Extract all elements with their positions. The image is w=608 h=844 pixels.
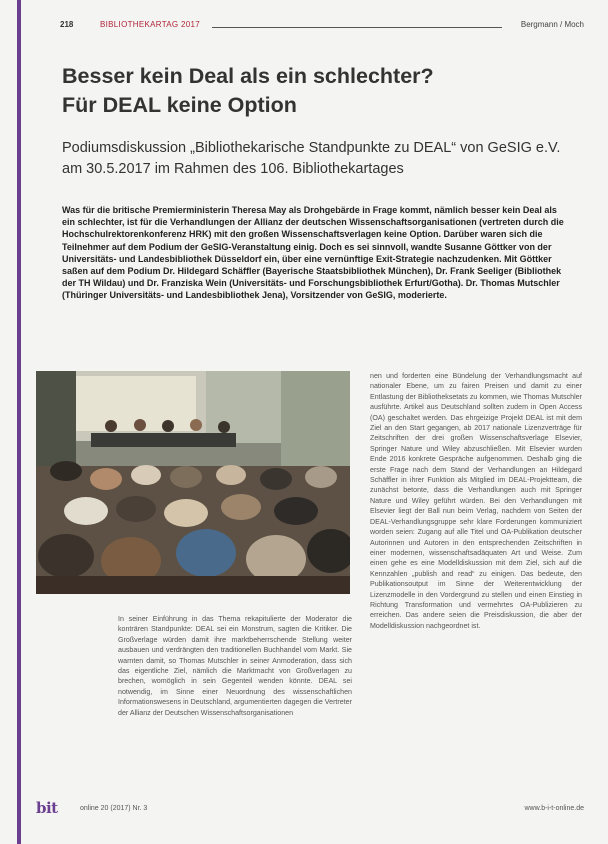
lead-paragraph: Was für die britische Premierministerin Theresa May als Drohgebärde in Frage kommt, nämlich besser kein Deal als ein schlechter, ist für die Verhandlungen der Allianz der deutschen Wissenschaftsorganisationen (vertreten durch die Hochschulrektorenkonferenz HRK) mit den großen Wissenschaftsverlagen keine Option. Darüber waren sich die Teilnehmer auf dem Podium der GeSIG-Veranstaltung einig. Doch es sei sinnvoll, wandte Susanne Göttker von der Universitäts- und Landesbibliothek Düsseldorf ein, über eine vernünftige Exit-Strategie nachzudenken. Mit Göttker saßen auf dem Podium Dr. Hildegard Schäffler (Bayerische Staatsbibliothek München), Dr. Frank Seeliger (Bibliothek der TH Wildau) und Dr. Franziska Wein (Universitäts- und Forschungsbibliothek Erfurt/Gotha). Dr. Thomas Mutschler (Thüringer Universitäts- und Landesbibliothek Jena), Vorsitzender von GeSIG, moderierte. [62,205,564,301]
footer-url: www.b-i-t-online.de [524,805,584,812]
running-header [60,20,584,34]
page-footer [36,799,584,817]
running-author: Bergmann / Moch [520,20,584,29]
body-column-left: In seiner Einführung in das Thema rekapitulierte der Moderator die konträren Standpunkte: DEAL sei ein Monstrum, sagten die Kritiker. Die Großverlage würden damit ihre marktbeherrschende Stellung weiter ausbauen und verdrängten den traditionellen Buchhandel vom Markt. Sie warnten damit, so Thomas Mutschler in seiner Anmoderation, dass sich das eigentliche Ziel, nämlich die Marktmacht von Großverlagen zu brechen, womöglich in sein Gegenteil wenden könnte. DEAL sei notwendig, im Sinne einer Neuordnung des wissenschaftlichen Informationswesens in Deutschland, argumentierten dagegen die Vertreter der Allianz der Deutschen Wissenschaftsorganisationen [118,615,352,717]
photo-illustration [36,371,350,594]
article-subtitle: Podiumsdiskussion „Bibliothekarische Standpunkte zu DEAL“ von GeSIG e.V. am 30.5.2017 im Rahmen des 106. Bibliothekartages [62,140,561,177]
bit-logo: bit [36,799,58,817]
running-title: BIBLIOTHEKARTAG 2017 [100,20,200,29]
panel-discussion-photo [36,371,350,594]
body-column-right: nen und forderten eine Bündelung der Verhandlungsmacht auf nationaler Ebene, um zu fairen Preisen und damit zu einer Entlastung der Bibliotheksetats zu kommen, wie Thomas Mutschler ausführte. Artikel aus Deutschland sollten zudem in Open Access (OA) geschaltet werden. Das ehrgeizige Projekt DEAL ist mit dem Ziel an den Start gegangen, ab 2017 nationale Lizenzverträge für Zeitschriften der drei großen Wissenschaftsverlage Elsevier, Springer Nature und Wiley abzuschließen. Mit Elsevier wurden Ende 2016 konkrete Gespräche aufgenommen. Deshalb ging die erste Frage nach dem Stand der Verhandlungen an Hildegard Schäffler in ihrer Funktion als Mitglied im DEAL-Projektteam, die zunächst betonte, dass die Verhandlungen auch mit Springer Nature und Wiley geführt würden. Bei den Verhandlungen mit Elsevier liegt der Ball nun beim Verlag, nachdem von Seiten der DEAL-Verhandlungsgruppe sehr klare Forderungen kommuniziert worden seien: Zugang auf alle Titel und OA-Publikation deutscher Autorinnen und Autoren in den entsprechenden Zeitschriften in einer modernen, wissenschaftsadäquaten Art und Weise. Zum einen gehe es eine Modelldiskussion mit dem Ziel, sich auf die Kennzahlen „publish and read“ zu einigen. Das bedeute, den Publikationsoutput im Sinne der Weiterentwicklung der Lizenzmodelle in den Vordergrund zu stellen und einen Einstieg in Richtung Transformation und vermehrtes OA-Publizieren zu erreichen. Das andere seien die Preisdiskussion, die aber der Modelldiskussion nachgeordnet ist. [370,372,582,630]
header-rule [212,27,502,28]
footer-issue: online 20 (2017) Nr. 3 [80,805,148,812]
article-title [62,62,562,120]
title-line-2: Für DEAL keine Option [62,93,297,117]
left-margin-rule [17,0,21,844]
title-line-1: Besser kein Deal als ein schlechter? [62,64,434,88]
page-number: 218 [60,20,74,29]
